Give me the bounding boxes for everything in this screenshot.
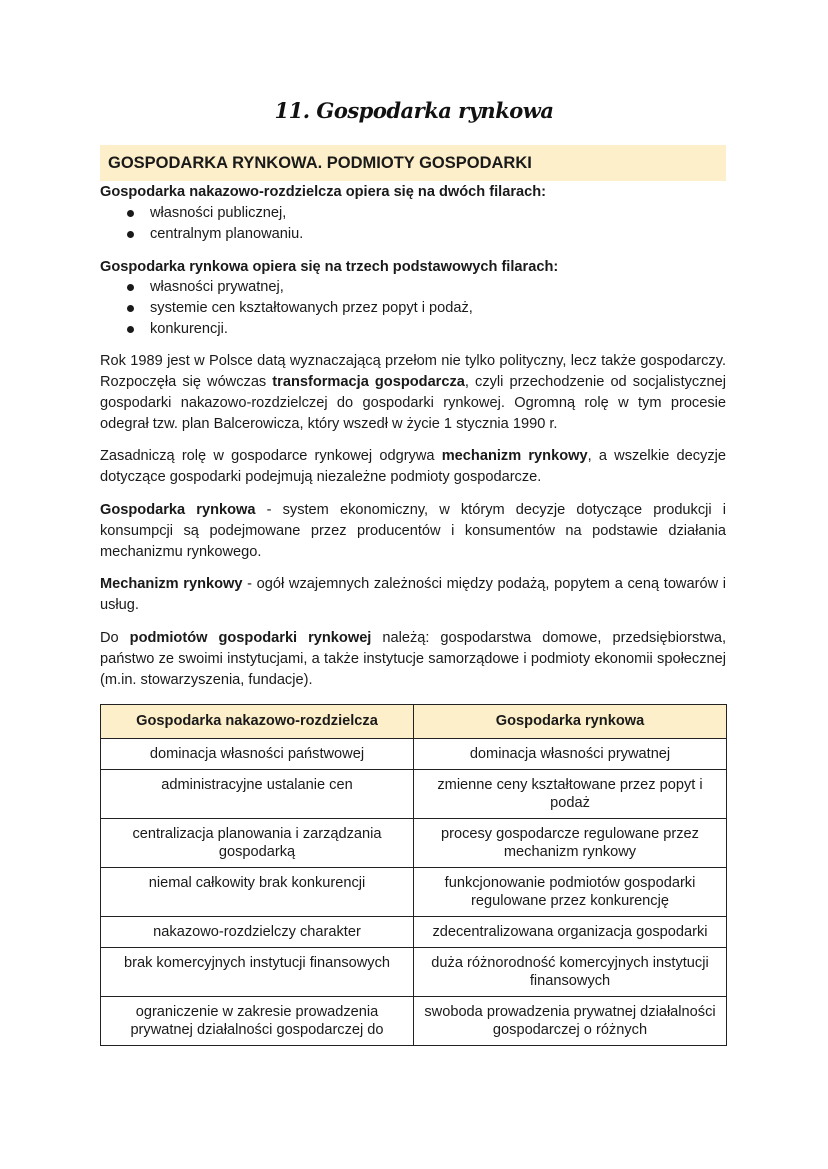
table-row	[101, 819, 727, 868]
definition-market-economy: Gospodarka rynkowa - system ekonomiczny, w którym decyzje dotyczące produkcji i konsumpcji są podejmowane przez producentów i konsumentów na podstawie działania mechanizmu rynkowego.	[100, 502, 726, 560]
paragraph-market-mechanism-role: Zasadniczą rolę w gospodarce rynkowej odgrywa mechanizm rynkowy, a wszelkie decyzje dotyczące gospodarki podejmują niezależne podmioty gospodarcze.	[100, 448, 726, 485]
table-cell: funkcjonowanie podmiotów gospodarki regulowane przez konkurencję	[414, 868, 727, 917]
column-header: Gospodarka nakazowo-rozdzielcza	[101, 705, 414, 739]
table-cell: nakazowo-rozdzielczy charakter	[101, 917, 414, 948]
table-header-row	[101, 705, 727, 739]
list-item: systemie cen kształtowanych przez popyt i podaż,	[100, 298, 726, 319]
bullet-icon	[127, 210, 134, 217]
bullet-icon	[127, 326, 134, 333]
bullet-icon	[127, 284, 134, 291]
planned-economy-list	[100, 203, 726, 245]
table-row	[101, 997, 727, 1046]
list-item: centralnym planowaniu.	[100, 224, 726, 245]
comparison-table	[100, 704, 727, 1046]
paragraph-economic-entities: Do podmiotów gospodarki rynkowej należą: gospodarstwa domowe, przedsiębiorstwa, państwo ze swoimi instytucjami, a także instytucje samorządowe i podmioty ekonomii społecznej (m.in. stowarzyszenia, fundacje).	[100, 630, 727, 688]
definition-market-mechanism: Mechanizm rynkowy - ogół wzajemnych zależności między podażą, popytem a ceną towarów i usług.	[100, 576, 726, 613]
table-cell: dominacja własności prywatnej	[414, 739, 727, 770]
market-economy-list	[100, 277, 726, 340]
table-cell: swoboda prowadzenia prywatnej działalności gospodarczej o różnych	[414, 997, 727, 1046]
table-cell: procesy gospodarcze regulowane przez mechanizm rynkowy	[414, 819, 727, 868]
table-row	[101, 868, 727, 917]
table-cell: brak komercyjnych instytucji finansowych	[101, 948, 414, 997]
table-row	[101, 948, 727, 997]
table-cell: duża różnorodność komercyjnych instytucji finansowych	[414, 948, 727, 997]
column-header: Gospodarka rynkowa	[414, 705, 727, 739]
table-cell: zmienne ceny kształtowane przez popyt i podaż	[414, 770, 727, 819]
bullet-icon	[127, 231, 134, 238]
section-heading	[100, 145, 726, 181]
table-cell: administracyjne ustalanie cen	[101, 770, 414, 819]
table-row	[101, 739, 727, 770]
table-row	[101, 917, 727, 948]
list-item: własności publicznej,	[100, 203, 726, 224]
list-item: własności prywatnej,	[100, 277, 726, 298]
table-cell: centralizacja planowania i zarządzania gospodarką	[101, 819, 414, 868]
bullet-icon	[127, 305, 134, 312]
list-item: konkurencji.	[100, 319, 726, 340]
planned-economy-heading: Gospodarka nakazowo-rozdzielcza opiera się na dwóch filarach:	[100, 184, 547, 200]
paragraph-transformation: Rok 1989 jest w Polsce datą wyznaczającą przełom nie tylko polityczny, lecz także gospodarczy. Rozpoczęła się wówczas transformacja gospodarcza, czyli przechodzenie od socjalistycznej gospodarki nakazowo-rozdzielczej do gospodarki rynkowej. Ogromną rolę w tym procesie odegrał tzw. plan Balcerowicza, który wszedł w życie 1 stycznia 1990 r.	[100, 353, 727, 432]
market-economy-heading: Gospodarka rynkowa opiera się na trzech podstawowych filarach:	[100, 259, 559, 275]
table-cell: zdecentralizowana organizacja gospodarki	[414, 917, 727, 948]
table-cell: ograniczenie w zakresie prowadzenia prywatnej działalności gospodarczej do	[101, 997, 414, 1046]
table-cell: dominacja własności państwowej	[101, 739, 414, 770]
table-row	[101, 770, 727, 819]
page-title: 11. Gospodarka rynkowa	[274, 98, 554, 123]
section-heading-text: GOSPODARKA RYNKOWA. PODMIOTY GOSPODARKI	[108, 153, 532, 172]
table-cell: niemal całkowity brak konkurencji	[101, 868, 414, 917]
